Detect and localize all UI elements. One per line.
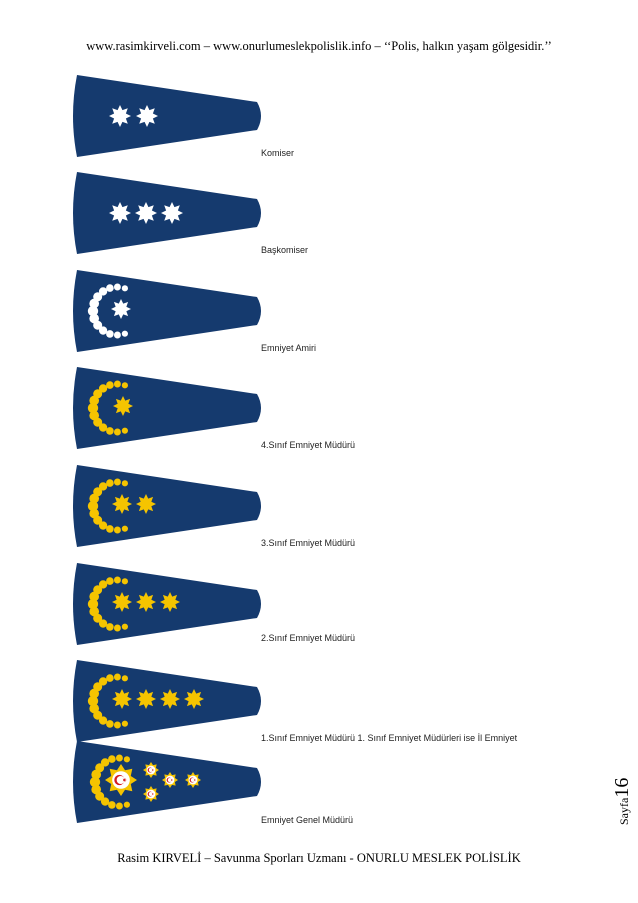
pennant-4-sinif [69,366,265,450]
pennant-genel-mudur-graphic [69,740,265,824]
emblem-star-icon [105,764,137,796]
star-icon [160,689,180,709]
pennant-1-sinif [69,659,265,743]
pennant-2-sinif-graphic [69,562,265,646]
star-icon [184,689,204,709]
caption-emniyet-amiri: Emniyet Amiri [261,343,317,353]
star-icon [109,202,131,224]
caption-1-sinif: 1.Sınıf Emniyet Müdürü 1. Sınıf Emniyet Müdürleri ise İl Emniyet [261,733,518,743]
star-icon [136,105,158,127]
caption-komiser: Komiser [261,148,295,158]
pennant-3-sinif [69,464,265,548]
page-footer: Rasim KIRVELİ – Savunma Sporları Uzmanı - ONURLU MESLEK POLİSLİK [117,851,521,865]
star-icon [161,202,183,224]
star-icon [136,592,156,612]
pennant-emniyet-amiri [69,269,265,353]
pennant-2-sinif [69,562,265,646]
star-icon [113,396,133,416]
star-icon [112,689,132,709]
star-icon [136,494,156,514]
pennant-komiser [69,74,265,158]
caption-genel-mudur: Emniyet Genel Müdürü [261,815,354,825]
caption-2-sinif: 2.Sınıf Emniyet Müdürü [261,633,356,643]
star-icon [135,202,157,224]
pennant-1-sinif-graphic [69,659,265,743]
star-icon [136,689,156,709]
star-icon [112,592,132,612]
star-icon [109,105,131,127]
page-number [583,777,633,825]
page-header: www.rasimkirveli.com – www.onurlumeslekpolislik.info – ‘‘Polis, halkın yaşam gölgesidir.’’ [86,39,552,53]
page-label: Sayfa [617,797,631,825]
caption-baskomiser: Başkomiser [261,245,309,255]
emblem-star-icon [185,772,201,788]
pennant-baskomiser [69,171,265,255]
star-icon [112,494,132,514]
star-icon [160,592,180,612]
emblem-star-icon [143,786,159,802]
caption-4-sinif: 4.Sınıf Emniyet Müdürü [261,440,356,450]
star-icon [111,299,131,319]
pennant-emniyet-amiri-graphic [69,269,265,353]
pennant-baskomiser-graphic [69,171,265,255]
page-number-value: 16 [611,777,633,798]
emblem-star-icon [162,772,178,788]
pennant-genel-mudur [69,740,265,824]
pennant-4-sinif-graphic [69,366,265,450]
emblem-star-icon [143,762,159,778]
caption-3-sinif: 3.Sınıf Emniyet Müdürü [261,538,356,548]
pennant-komiser-graphic [69,74,265,158]
pennant-3-sinif-graphic [69,464,265,548]
